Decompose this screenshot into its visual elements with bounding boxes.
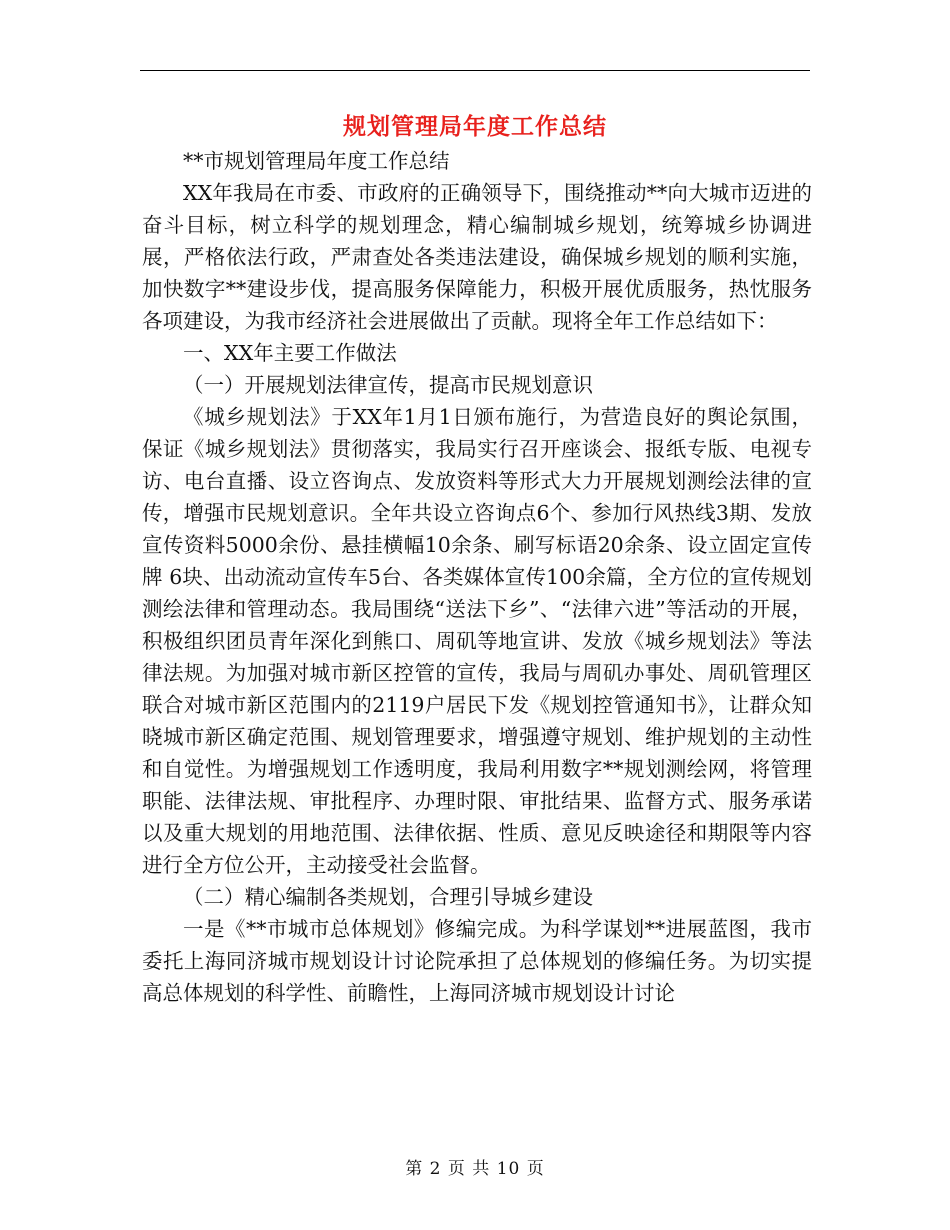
document-title: 规划管理局年度工作总结 [343, 114, 607, 140]
subsection-heading: （二）精心编制各类规划，合理引导城乡建设 [183, 885, 593, 909]
paragraph-subtitle: **市规划管理局年度工作总结 [183, 149, 450, 173]
header-rule [140, 70, 810, 71]
paragraph-law-publicity: 《城乡规划法》于XX年1月1日颁布施行，为营造良好的舆论氛围，保证《城乡规划法》贯彻落实，我局实行召开座谈会、报纸专版、电视专访、电台直播、设立咨询点、发放资料等形式大力开展规划测绘法律的宣传，增强市民规划意识。全年共设立咨询点6个、参加行风热线3期、发放宣传资料5000余份、悬挂横幅10余条、刷写标语20余条、设立固定宣传牌 6块、出动流动宣传车5台、各类媒体宣传100余篇，全方位的宣传规划测绘法律和管理动态。我局围绕“送法下乡”、“法律六进”等活动的开展，积极组织团员青年深化到熊口、周矶等地宣讲、发放《城乡规划法》等法律法规。为加强对城市新区控管的宣传，我局与周矶办事处、周矶管理区联合对城市新区范围内的2119户居民下发《规划控管通知书》，让群众知晓城市新区确定范围、规划管理要求，增强遵守规划、维护规划的主动性和自觉性。为增强规划工作透明度，我局利用数字**规划测绘网，将管理职能、法律法规、审批程序、办理时限、审批结果、监督方式、服务承诺以及重大规划的用地范围、法律依据、性质、意见反映途径和期限等内容进行全方位公开，主动接受社会监督。 [142, 405, 812, 877]
paragraph-master-plan: 一是《**市城市总体规划》修编完成。为科学谋划**进展蓝图，我市委托上海同济城市规划设计讨论院承担了总体规划的修编任务。为切实提高总体规划的科学性、前瞻性，上海同济城市规划设计讨论 [142, 917, 812, 1005]
document-body [142, 145, 812, 1009]
section-heading: 一、XX年主要工作做法 [183, 341, 397, 365]
page-number: 第 2 页 共 10 页 [405, 1159, 545, 1179]
paragraph-intro: XX年我局在市委、市政府的正确领导下，围绕推动**向大城市迈进的奋斗目标，树立科学的规划理念，精心编制城乡规划，统筹城乡协调进展，严格依法行政，严肃查处各类违法建设，确保城乡规划的顺利实施，加快数字**建设步伐，提高服务保障能力，积极开展优质服务，热忱服务各项建设，为我市经济社会进展做出了贡献。现将全年工作总结如下： [142, 181, 812, 333]
subsection-heading: （一）开展规划法律宣传，提高市民规划意识 [183, 373, 593, 397]
